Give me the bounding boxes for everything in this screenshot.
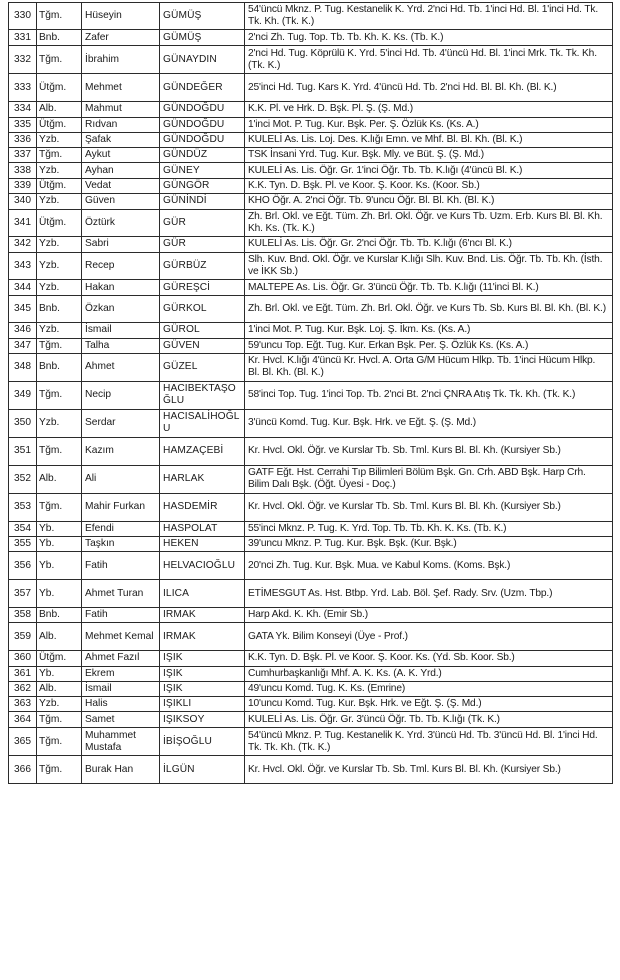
table-row	[9, 552, 613, 580]
unit-assignment-cell: ETİMESGUT As. Hst. Btbp. Yrd. Lab. Böl. Şef. Rady. Srv. (Uzm. Tbp.)	[245, 580, 613, 608]
row-number: 361	[9, 666, 37, 681]
rank-cell: Yzb.	[37, 323, 82, 338]
surname-cell: GÜRBÜZ	[160, 253, 245, 280]
surname-cell: GÜREŞCİ	[160, 280, 245, 296]
first-name-cell: Özkan	[82, 296, 160, 323]
first-name-cell: Ahmet Turan	[82, 580, 160, 608]
unit-assignment-cell: KULELİ As. Lis. Öğr. Gr. 3'üncü Öğr. Tb. Tb. K.lığı (Tk. K.)	[245, 712, 613, 728]
first-name-cell: Mehmet	[82, 74, 160, 102]
table-row	[9, 46, 613, 74]
rank-cell: Tğm.	[37, 756, 82, 784]
rank-cell: Ütğm.	[37, 209, 82, 236]
surname-cell: GÜNGÖR	[160, 179, 245, 194]
table-row	[9, 3, 613, 30]
first-name-cell: Necip	[82, 381, 160, 409]
unit-assignment-cell: 25'inci Hd. Tug. Kars K. Yrd. 4'üncü Hd. Tb. 2'nci Hd. Bl. Bl. Kh. (Bl. K.)	[245, 74, 613, 102]
table-row	[9, 651, 613, 666]
table-row	[9, 521, 613, 536]
table-row	[9, 237, 613, 253]
row-number: 359	[9, 623, 37, 651]
row-number: 351	[9, 437, 37, 465]
rank-cell: Tğm.	[37, 3, 82, 30]
rank-cell: Yb.	[37, 552, 82, 580]
table-row	[9, 381, 613, 409]
table-row	[9, 580, 613, 608]
table-row	[9, 666, 613, 681]
row-number: 365	[9, 728, 37, 756]
first-name-cell: Ayhan	[82, 163, 160, 179]
row-number: 336	[9, 132, 37, 147]
unit-assignment-cell: KHO Öğr. A. 2'nci Öğr. Tb. 9'uncu Öğr. Bl. Bl. Kh. (Bl. K.)	[245, 194, 613, 209]
row-number: 357	[9, 580, 37, 608]
table-row	[9, 163, 613, 179]
first-name-cell: Ali	[82, 465, 160, 493]
rank-cell: Tğm.	[37, 381, 82, 409]
row-number: 356	[9, 552, 37, 580]
row-number: 333	[9, 74, 37, 102]
first-name-cell: Aykut	[82, 148, 160, 163]
first-name-cell: Samet	[82, 712, 160, 728]
rank-cell: Tğm.	[37, 338, 82, 353]
row-number: 347	[9, 338, 37, 353]
unit-assignment-cell: KULELİ As. Lis. Loj. Des. K.lığı Emn. ve Mhf. Bl. Bl. Kh. (Bl. K.)	[245, 132, 613, 147]
first-name-cell: Öztürk	[82, 209, 160, 236]
rank-cell: Ütğm.	[37, 179, 82, 194]
unit-assignment-cell: 1'inci Mot. P. Tug. Kur. Bşk. Per. Ş. Özlük Ks. (Ks. A.)	[245, 117, 613, 132]
rank-cell: Bnb.	[37, 353, 82, 381]
rank-cell: Alb.	[37, 102, 82, 117]
surname-cell: HELVACIOĞLU	[160, 552, 245, 580]
row-number: 358	[9, 608, 37, 623]
row-number: 338	[9, 163, 37, 179]
surname-cell: IRMAK	[160, 623, 245, 651]
row-number: 339	[9, 179, 37, 194]
surname-cell: GÜZEL	[160, 353, 245, 381]
rank-cell: Tğm.	[37, 148, 82, 163]
surname-cell: HACISALİHOĞL U	[160, 409, 245, 437]
first-name-cell: İsmail	[82, 323, 160, 338]
table-row	[9, 608, 613, 623]
first-name-cell: Sabri	[82, 237, 160, 253]
first-name-cell: Ahmet	[82, 353, 160, 381]
row-number: 353	[9, 493, 37, 521]
first-name-cell: Taşkın	[82, 537, 160, 552]
surname-cell: GÜNDOĞDU	[160, 117, 245, 132]
table-row	[9, 409, 613, 437]
unit-assignment-cell: Cumhurbaşkanlığı Mhf. A. K. Ks. (A. K. Yrd.)	[245, 666, 613, 681]
surname-cell: GÜNDÜZ	[160, 148, 245, 163]
unit-assignment-cell: 55'inci Mknz. P. Tug. K. Yrd. Top. Tb. Tb. Kh. K. Ks. (Tb. K.)	[245, 521, 613, 536]
rank-cell: Yzb.	[37, 132, 82, 147]
personnel-list-document	[8, 2, 612, 784]
surname-cell: IŞIKLI	[160, 697, 245, 712]
row-number: 349	[9, 381, 37, 409]
surname-cell: GÜROL	[160, 323, 245, 338]
unit-assignment-cell: 54'üncü Mknz. P. Tug. Kestanelik K. Yrd. 2'nci Hd. Tb. 1'inci Hd. Bl. 1'inci Hd. Tk. Tk. Kh. (Tk. K.)	[245, 3, 613, 30]
first-name-cell: Burak Han	[82, 756, 160, 784]
rank-cell: Ütğm.	[37, 117, 82, 132]
rank-cell: Alb.	[37, 465, 82, 493]
row-number: 337	[9, 148, 37, 163]
rank-cell: Yzb.	[37, 163, 82, 179]
first-name-cell: Serdar	[82, 409, 160, 437]
surname-cell: HEKEN	[160, 537, 245, 552]
unit-assignment-cell: 10'uncu Komd. Tug. Kur. Bşk. Hrk. ve Eğt. Ş. (Ş. Md.)	[245, 697, 613, 712]
table-row	[9, 132, 613, 147]
surname-cell: IŞIK	[160, 651, 245, 666]
surname-cell: ILICA	[160, 580, 245, 608]
first-name-cell: Halis	[82, 697, 160, 712]
first-name-cell: Vedat	[82, 179, 160, 194]
rank-cell: Tğm.	[37, 46, 82, 74]
unit-assignment-cell: Zh. Brl. Okl. ve Eğt. Tüm. Zh. Brl. Okl. Öğr. ve Kurs Tb. Uzm. Erb. Kurs Bl. Bl. Kh. Kh. Ks. (Tk. K.)	[245, 209, 613, 236]
first-name-cell: Rıdvan	[82, 117, 160, 132]
rank-cell: Yzb.	[37, 280, 82, 296]
unit-assignment-cell: 3'üncü Komd. Tug. Kur. Bşk. Hrk. ve Eğt. Ş. (Ş. Md.)	[245, 409, 613, 437]
row-number: 345	[9, 296, 37, 323]
surname-cell: HARLAK	[160, 465, 245, 493]
first-name-cell: Hakan	[82, 280, 160, 296]
table-row	[9, 756, 613, 784]
table-row	[9, 117, 613, 132]
rank-cell: Ütğm.	[37, 74, 82, 102]
personnel-table-body	[9, 3, 613, 784]
table-row	[9, 74, 613, 102]
table-row	[9, 194, 613, 209]
rank-cell: Yb.	[37, 666, 82, 681]
unit-assignment-cell: KULELİ As. Lis. Öğr. Gr. 2'nci Öğr. Tb. Tb. K.lığı (6'ncı Bl. K.)	[245, 237, 613, 253]
table-row	[9, 437, 613, 465]
unit-assignment-cell: Kr. Hvcl. Okl. Öğr. ve Kurslar Tb. Sb. Tml. Kurs Bl. Bl. Kh. (Kursiyer Sb.)	[245, 493, 613, 521]
row-number: 362	[9, 681, 37, 696]
unit-assignment-cell: Harp Akd. K. Kh. (Emir Sb.)	[245, 608, 613, 623]
rank-cell: Tğm.	[37, 728, 82, 756]
surname-cell: GÜRKOL	[160, 296, 245, 323]
table-row	[9, 338, 613, 353]
surname-cell: GÜMÜŞ	[160, 3, 245, 30]
surname-cell: GÜMÜŞ	[160, 30, 245, 46]
unit-assignment-cell: Slh. Kuv. Bnd. Okl. Öğr. ve Kurslar K.lığı Slh. Kuv. Bnd. Lis. Öğr. Tb. Tb. Kh. (İsth. ve İKK Sb.)	[245, 253, 613, 280]
unit-assignment-cell: 39'uncu Mknz. P. Tug. Kur. Bşk. Bşk. (Kur. Bşk.)	[245, 537, 613, 552]
rank-cell: Yzb.	[37, 237, 82, 253]
unit-assignment-cell: Zh. Brl. Okl. ve Eğt. Tüm. Zh. Brl. Okl. Öğr. ve Kurs Tb. Sb. Kurs Bl. Bl. Kh. (Bl. K.)	[245, 296, 613, 323]
row-number: 346	[9, 323, 37, 338]
row-number: 363	[9, 697, 37, 712]
first-name-cell: Efendi	[82, 521, 160, 536]
surname-cell: HASPOLAT	[160, 521, 245, 536]
surname-cell: GÜNEY	[160, 163, 245, 179]
table-row	[9, 465, 613, 493]
first-name-cell: Recep	[82, 253, 160, 280]
rank-cell: Bnb.	[37, 608, 82, 623]
unit-assignment-cell: 54'üncü Mknz. P. Tug. Kestanelik K. Yrd. 3'üncü Hd. Tb. 3'üncü Hd. Bl. 1'inci Hd. Tk. Tk. Kh. (Tk. K.)	[245, 728, 613, 756]
unit-assignment-cell: K.K. Pl. ve Hrk. D. Bşk. Pl. Ş. (Ş. Md.)	[245, 102, 613, 117]
table-row	[9, 681, 613, 696]
unit-assignment-cell: 20'nci Zh. Tug. Kur. Bşk. Mua. ve Kabul Koms. (Koms. Bşk.)	[245, 552, 613, 580]
rank-cell: Yzb.	[37, 697, 82, 712]
unit-assignment-cell: MALTEPE As. Lis. Öğr. Gr. 3'üncü Öğr. Tb. Tb. K.lığı (11'inci Bl. K.)	[245, 280, 613, 296]
row-number: 360	[9, 651, 37, 666]
surname-cell: GÜNAYDIN	[160, 46, 245, 74]
unit-assignment-cell: Kr. Hvcl. Okl. Öğr. ve Kurslar Tb. Sb. Tml. Kurs Bl. Bl. Kh. (Kursiyer Sb.)	[245, 437, 613, 465]
row-number: 348	[9, 353, 37, 381]
surname-cell: İBİŞOĞLU	[160, 728, 245, 756]
rank-cell: Yzb.	[37, 409, 82, 437]
first-name-cell: Hüseyin	[82, 3, 160, 30]
first-name-cell: Mahir Furkan	[82, 493, 160, 521]
unit-assignment-cell: K.K. Tyn. D. Bşk. Pl. ve Koor. Ş. Koor. Ks. (Koor. Sb.)	[245, 179, 613, 194]
surname-cell: HAMZAÇEBİ	[160, 437, 245, 465]
surname-cell: GÜR	[160, 237, 245, 253]
rank-cell: Tğm.	[37, 712, 82, 728]
row-number: 366	[9, 756, 37, 784]
surname-cell: HASDEMİR	[160, 493, 245, 521]
table-row	[9, 253, 613, 280]
first-name-cell: Muhammet Mustafa	[82, 728, 160, 756]
unit-assignment-cell: K.K. Tyn. D. Bşk. Pl. ve Koor. Ş. Koor. Ks. (Yd. Sb. Koor. Sb.)	[245, 651, 613, 666]
surname-cell: GÜNDOĞDU	[160, 132, 245, 147]
unit-assignment-cell: 58'inci Top. Tug. 1'inci Top. Tb. 2'nci Bt. 2'nci ÇNRA Atış Tk. Tk. Kh. (Tk. K.)	[245, 381, 613, 409]
unit-assignment-cell: KULELİ As. Lis. Öğr. Gr. 1'inci Öğr. Tb. Tb. K.lığı (4'üncü Bl. K.)	[245, 163, 613, 179]
surname-cell: GÜNDEĞER	[160, 74, 245, 102]
surname-cell: HACIBEKTAŞO ĞLU	[160, 381, 245, 409]
unit-assignment-cell: 2'nci Hd. Tug. Köprülü K. Yrd. 5'inci Hd. Tb. 4'üncü Hd. Bl. 1'inci Mrk. Tk. Tk. Kh. (Tk. K.)	[245, 46, 613, 74]
surname-cell: IRMAK	[160, 608, 245, 623]
unit-assignment-cell: Kr. Hvcl. Okl. Öğr. ve Kurslar Tb. Sb. Tml. Kurs Bl. Bl. Kh. (Kursiyer Sb.)	[245, 756, 613, 784]
unit-assignment-cell: Kr. Hvcl. K.lığı 4'üncü Kr. Hvcl. A. Orta G/M Hücum Hlkp. Tb. 1'inci Hücum Hlkp. Bl. Bl. Kh. (Bl. K.)	[245, 353, 613, 381]
table-row	[9, 697, 613, 712]
first-name-cell: Ekrem	[82, 666, 160, 681]
first-name-cell: İsmail	[82, 681, 160, 696]
table-row	[9, 493, 613, 521]
first-name-cell: Zafer	[82, 30, 160, 46]
row-number: 350	[9, 409, 37, 437]
first-name-cell: İbrahim	[82, 46, 160, 74]
row-number: 355	[9, 537, 37, 552]
unit-assignment-cell: 59'uncu Top. Eğt. Tug. Kur. Erkan Bşk. Per. Ş. Özlük Ks. (Ks. A.)	[245, 338, 613, 353]
table-row	[9, 537, 613, 552]
table-row	[9, 296, 613, 323]
table-row	[9, 102, 613, 117]
surname-cell: GÜR	[160, 209, 245, 236]
row-number: 352	[9, 465, 37, 493]
table-row	[9, 353, 613, 381]
table-row	[9, 728, 613, 756]
row-number: 331	[9, 30, 37, 46]
unit-assignment-cell: GATA Yk. Bilim Konseyi (Üye - Prof.)	[245, 623, 613, 651]
first-name-cell: Mehmet Kemal	[82, 623, 160, 651]
surname-cell: İLGÜN	[160, 756, 245, 784]
first-name-cell: Ahmet Fazıl	[82, 651, 160, 666]
rank-cell: Bnb.	[37, 30, 82, 46]
surname-cell: IŞIKSOY	[160, 712, 245, 728]
row-number: 330	[9, 3, 37, 30]
unit-assignment-cell: 49'uncu Komd. Tug. K. Ks. (Emrine)	[245, 681, 613, 696]
rank-cell: Bnb.	[37, 296, 82, 323]
rank-cell: Yb.	[37, 537, 82, 552]
personnel-table	[8, 2, 613, 784]
first-name-cell: Güven	[82, 194, 160, 209]
row-number: 364	[9, 712, 37, 728]
unit-assignment-cell: 1'inci Mot. P. Tug. Kur. Bşk. Loj. Ş. İkm. Ks. (Ks. A.)	[245, 323, 613, 338]
unit-assignment-cell: GATF Eğt. Hst. Cerrahi Tıp Bilimleri Bölüm Bşk. Gn. Crh. ABD Bşk. Harp Crh. Bilim Dalı Bşk. (Öğt. Üyesi - Doç.)	[245, 465, 613, 493]
table-row	[9, 623, 613, 651]
surname-cell: GÜNİNDİ	[160, 194, 245, 209]
surname-cell: IŞIK	[160, 666, 245, 681]
rank-cell: Yb.	[37, 580, 82, 608]
rank-cell: Alb.	[37, 681, 82, 696]
table-row	[9, 209, 613, 236]
row-number: 341	[9, 209, 37, 236]
row-number: 342	[9, 237, 37, 253]
rank-cell: Yzb.	[37, 253, 82, 280]
row-number: 344	[9, 280, 37, 296]
table-row	[9, 280, 613, 296]
first-name-cell: Kazım	[82, 437, 160, 465]
first-name-cell: Fatih	[82, 552, 160, 580]
first-name-cell: Mahmut	[82, 102, 160, 117]
row-number: 335	[9, 117, 37, 132]
rank-cell: Tğm.	[37, 493, 82, 521]
row-number: 332	[9, 46, 37, 74]
first-name-cell: Talha	[82, 338, 160, 353]
surname-cell: GÜVEN	[160, 338, 245, 353]
rank-cell: Alb.	[37, 623, 82, 651]
table-row	[9, 179, 613, 194]
first-name-cell: Şafak	[82, 132, 160, 147]
rank-cell: Yb.	[37, 521, 82, 536]
unit-assignment-cell: 2'nci Zh. Tug. Top. Tb. Tb. Kh. K. Ks. (Tb. K.)	[245, 30, 613, 46]
table-row	[9, 148, 613, 163]
table-row	[9, 30, 613, 46]
rank-cell: Yzb.	[37, 194, 82, 209]
row-number: 340	[9, 194, 37, 209]
rank-cell: Ütğm.	[37, 651, 82, 666]
unit-assignment-cell: TSK İnsani Yrd. Tug. Kur. Bşk. Mly. ve Büt. Ş. (Ş. Md.)	[245, 148, 613, 163]
table-row	[9, 323, 613, 338]
surname-cell: IŞIK	[160, 681, 245, 696]
surname-cell: GÜNDOĞDU	[160, 102, 245, 117]
first-name-cell: Fatih	[82, 608, 160, 623]
row-number: 354	[9, 521, 37, 536]
row-number: 334	[9, 102, 37, 117]
table-row	[9, 712, 613, 728]
row-number: 343	[9, 253, 37, 280]
rank-cell: Tğm.	[37, 437, 82, 465]
